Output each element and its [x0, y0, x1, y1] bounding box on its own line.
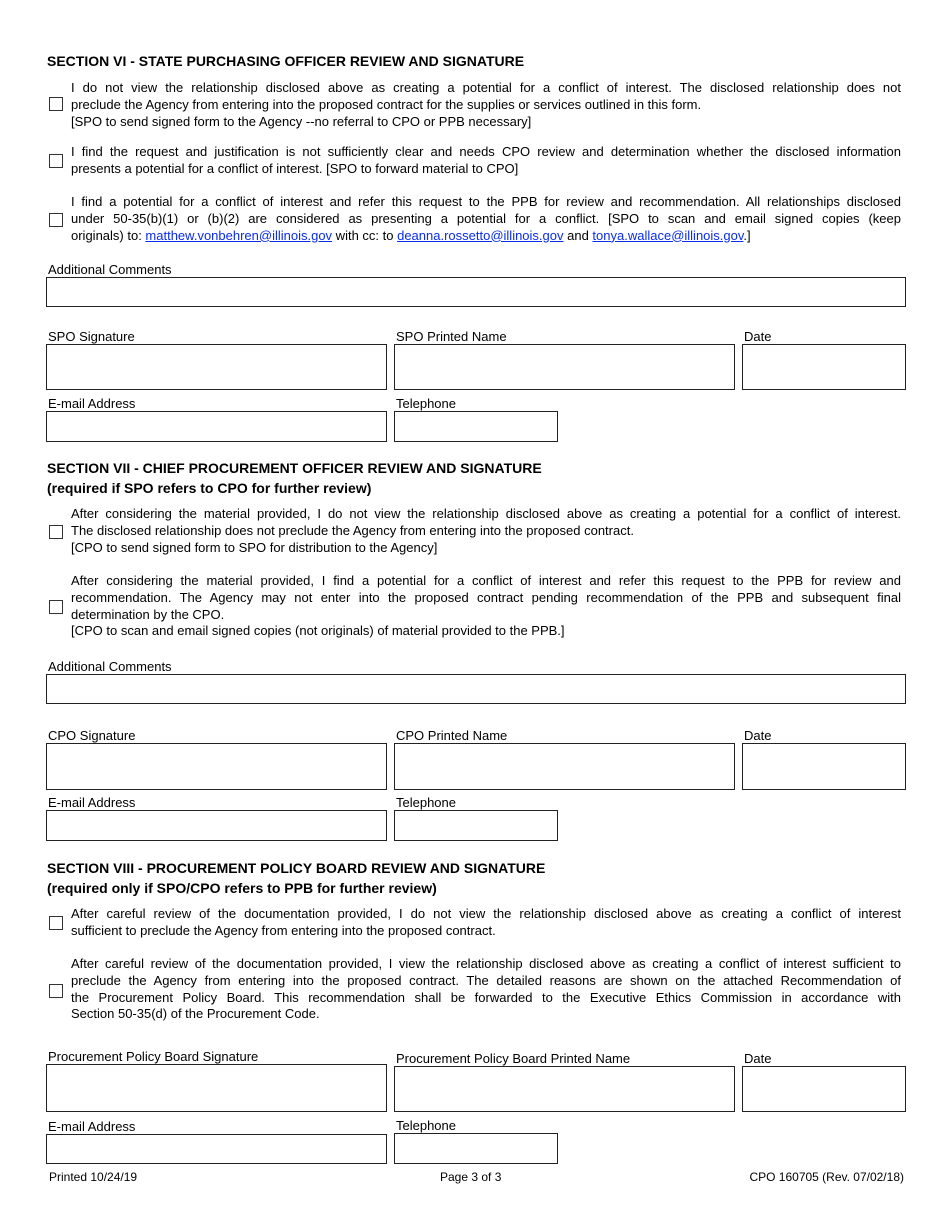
text-line: I find the request and justification is not sufficiently clear and needs CPO review and determination whether the disclosed information — [71, 144, 901, 159]
ppb-option-conflict-text — [71, 956, 901, 1023]
cpo-comments-label: Additional Comments — [48, 659, 172, 674]
spo-option-needs-cpo-text — [71, 144, 901, 178]
spo-needs-cpo-review-checkbox[interactable] — [49, 154, 63, 168]
text-line: presents a potential for a conflict of interest. [SPO to forward material to CPO] — [71, 160, 519, 176]
text-line: After considering the material provided, I do not view the relationship disclosed above as creating a potential for a conflict of interest. — [71, 506, 901, 521]
email-link-wallace[interactable]: tonya.wallace@illinois.gov — [592, 227, 744, 243]
email-link-vonbehren[interactable]: matthew.vonbehren@illinois.gov — [145, 227, 333, 243]
spo-telephone-field[interactable] — [394, 411, 558, 442]
ppb-no-conflict-checkbox[interactable] — [49, 916, 63, 930]
ppb-signature-field[interactable] — [46, 1064, 387, 1112]
section-viii-title: SECTION VIII - PROCUREMENT POLICY BOARD REVIEW AND SIGNATURE — [47, 860, 546, 876]
ppb-email-field[interactable] — [46, 1134, 387, 1164]
section-vii-subtitle: (required if SPO refers to CPO for further review) — [47, 480, 372, 496]
cpo-option-no-conflict-text — [71, 506, 901, 556]
spo-signature-field[interactable] — [46, 344, 387, 390]
text-line: [SPO to send signed form to the Agency --no referral to CPO or PPB necessary] — [71, 113, 532, 129]
cpo-email-label: E-mail Address — [48, 795, 136, 810]
text-line: determination by the CPO. — [71, 606, 225, 622]
spo-printed-name-field[interactable] — [394, 344, 735, 390]
text-line — [71, 228, 901, 245]
spo-date-field[interactable] — [742, 344, 906, 390]
spo-signature-label: SPO Signature — [48, 329, 135, 344]
cpo-signature-field[interactable] — [46, 743, 387, 790]
ppb-signature-label: Procurement Policy Board Signature — [48, 1049, 259, 1064]
ppb-conflict-checkbox[interactable] — [49, 984, 63, 998]
text-line: After careful review of the documentation provided, I do not view the relationship disclosed above as creating a conflict of interest — [71, 906, 901, 921]
cpo-refer-ppb-checkbox[interactable] — [49, 600, 63, 614]
text-line: [CPO to send signed form to SPO for distribution to the Agency] — [71, 539, 438, 555]
cpo-signature-label: CPO Signature — [48, 728, 136, 743]
ppb-telephone-field[interactable] — [394, 1133, 558, 1164]
footer-printed-date: Printed 10/24/19 — [49, 1170, 138, 1184]
cpo-telephone-label: Telephone — [396, 795, 456, 810]
ppb-printed-name-field[interactable] — [394, 1066, 735, 1112]
spo-email-label: E-mail Address — [48, 396, 136, 411]
section-vii-title: SECTION VII - CHIEF PROCUREMENT OFFICER REVIEW AND SIGNATURE — [47, 460, 542, 476]
text-line: After careful review of the documentation provided, I view the relationship disclosed above as creating a conflict of interest sufficient to — [71, 956, 901, 971]
text-fragment: with cc: to — [332, 227, 398, 243]
cpo-printed-name-label: CPO Printed Name — [396, 728, 508, 743]
cpo-option-refer-ppb-text — [71, 573, 901, 640]
footer-form-id: CPO 160705 (Rev. 07/02/18) — [749, 1170, 904, 1184]
cpo-date-label: Date — [744, 728, 772, 743]
text-line: preclude the Agency from entering into the proposed contract. The detailed reasons are shown on the attached Recommendation of — [71, 972, 901, 988]
ppb-date-label: Date — [744, 1051, 772, 1066]
section-viii-subtitle: (required only if SPO/CPO refers to PPB for further review) — [47, 880, 437, 896]
spo-printed-name-label: SPO Printed Name — [396, 329, 507, 344]
text-fragment: and — [563, 227, 593, 243]
spo-option-refer-ppb-text — [71, 194, 901, 244]
text-line: Section 50-35(d) of the Procurement Code. — [71, 1006, 320, 1022]
text-fragment: .] — [743, 227, 751, 243]
text-line: sufficient to preclude the Agency from entering into the proposed contract. — [71, 922, 496, 938]
section-vi-title: SECTION VI - STATE PURCHASING OFFICER REVIEW AND SIGNATURE — [47, 53, 525, 69]
text-line: the Procurement Policy Board. This recommendation shall be forwarded to the Executive Ethics Commission in accordance with — [71, 989, 901, 1005]
cpo-comments-field[interactable] — [46, 674, 906, 704]
text-line: [CPO to scan and email signed copies (not originals) of material provided to the PPB.] — [71, 623, 565, 639]
text-line: The disclosed relationship does not preclude the Agency from entering into the proposed contract. — [71, 522, 634, 538]
cpo-no-conflict-checkbox[interactable] — [49, 525, 63, 539]
footer-page-number: Page 3 of 3 — [440, 1170, 502, 1184]
email-link-rossetto[interactable]: deanna.rossetto@illinois.gov — [397, 227, 564, 243]
spo-email-field[interactable] — [46, 411, 387, 442]
spo-refer-ppb-checkbox[interactable] — [49, 213, 63, 227]
text-line: preclude the Agency from entering into the proposed contract for the supplies or services outlined in this form. — [71, 96, 702, 112]
text-fragment: originals) to: — [71, 227, 146, 243]
text-line: under 50-35(b)(1) or (b)(2) are considered as presenting a potential for a conflict. [SPO to scan and email signed copies (keep — [71, 210, 901, 226]
ppb-telephone-label: Telephone — [396, 1118, 456, 1133]
spo-option-no-conflict-text — [71, 80, 901, 130]
text-line: recommendation. The Agency may not enter into the proposed contract pending recommendation of the PPB and subsequent final — [71, 589, 901, 605]
text-line: I find a potential for a conflict of interest and refer this request to the PPB for review and recommendation. All relationships disclosed — [71, 194, 901, 209]
ppb-email-label: E-mail Address — [48, 1119, 136, 1134]
cpo-telephone-field[interactable] — [394, 810, 558, 841]
ppb-printed-name-label: Procurement Policy Board Printed Name — [396, 1051, 631, 1066]
cpo-date-field[interactable] — [742, 743, 906, 790]
spo-telephone-label: Telephone — [396, 396, 456, 411]
text-line: After considering the material provided, I find a potential for a conflict of interest and refer this request to the PPB for review and — [71, 573, 901, 588]
spo-no-conflict-checkbox[interactable] — [49, 97, 63, 111]
spo-date-label: Date — [744, 329, 772, 344]
cpo-email-field[interactable] — [46, 810, 387, 841]
spo-comments-field[interactable] — [46, 277, 906, 307]
ppb-option-no-conflict-text — [71, 906, 901, 940]
spo-comments-label: Additional Comments — [48, 262, 172, 277]
ppb-date-field[interactable] — [742, 1066, 906, 1112]
cpo-printed-name-field[interactable] — [394, 743, 735, 790]
text-line: I do not view the relationship disclosed above as creating a potential for a conflict of interest. The disclosed relationship does not — [71, 80, 901, 95]
